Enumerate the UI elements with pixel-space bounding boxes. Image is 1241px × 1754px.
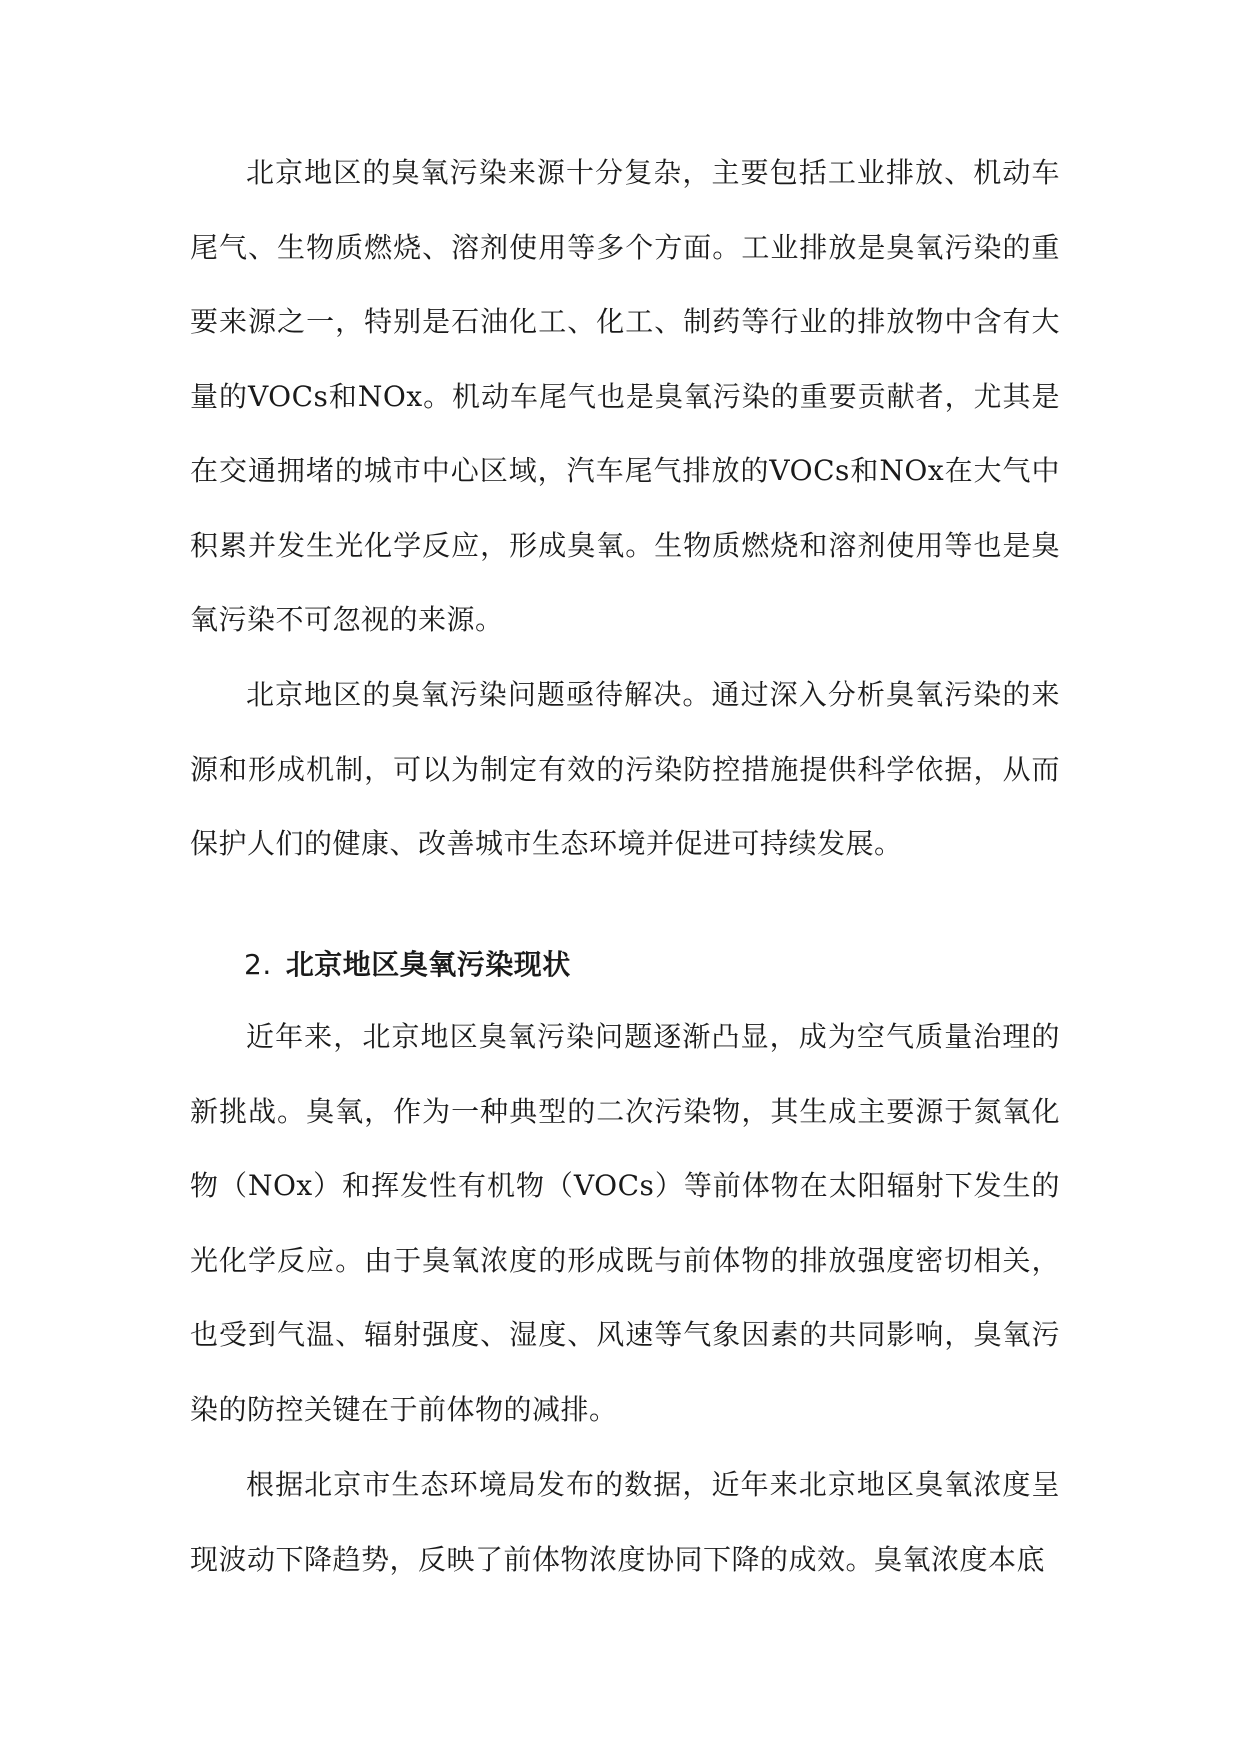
section-title: 北京地区臭氧污染现状: [285, 948, 571, 981]
paragraph-data-trend: [190, 1448, 1060, 1597]
paragraph-text: 近年来，北京地区臭氧污染问题逐渐凸显，成为空气质量治理的新挑战。臭氧，作为一种典型的二次污染物，其生成主要源于氮氧化物（NOx）和挥发性有机物（VOCs）等前体物在太阳辐射下发生的光化学反应。由于臭氧浓度的形成既与前体物的排放强度密切相关，也受到气温、辐射强度、湿度、风速等气象因素的共同影响，臭氧污染的防控关键在于前体物的减排。: [190, 1020, 1060, 1426]
paragraph-pollution-sources: [190, 136, 1060, 658]
paragraph-current-status: [190, 1000, 1060, 1447]
paragraph-urgency: [190, 658, 1060, 882]
paragraph-text: 北京地区的臭氧污染问题亟待解决。通过深入分析臭氧污染的来源和形成机制，可以为制定有效的污染防控措施提供科学依据，从而保护人们的健康、改善城市生态环境并促进可持续发展。: [190, 678, 1060, 860]
section-heading: [244, 928, 571, 1003]
paragraph-text: 根据北京市生态环境局发布的数据，近年来北京地区臭氧浓度呈现波动下降趋势，反映了前体物浓度协同下降的成效。臭氧浓度本底: [190, 1468, 1060, 1576]
paragraph-text: 北京地区的臭氧污染来源十分复杂，主要包括工业排放、机动车尾气、生物质燃烧、溶剂使用等多个方面。工业排放是臭氧污染的重要来源之一，特别是石油化工、化工、制药等行业的排放物中含有大量的VOCs和NOx。机动车尾气也是臭氧污染的重要贡献者，尤其是在交通拥堵的城市中心区域，汽车尾气排放的VOCs和NOx在大气中积累并发生光化学反应，形成臭氧。生物质燃烧和溶剂使用等也是臭氧污染不可忽视的来源。: [190, 156, 1060, 636]
section-number: 2.: [244, 948, 272, 981]
